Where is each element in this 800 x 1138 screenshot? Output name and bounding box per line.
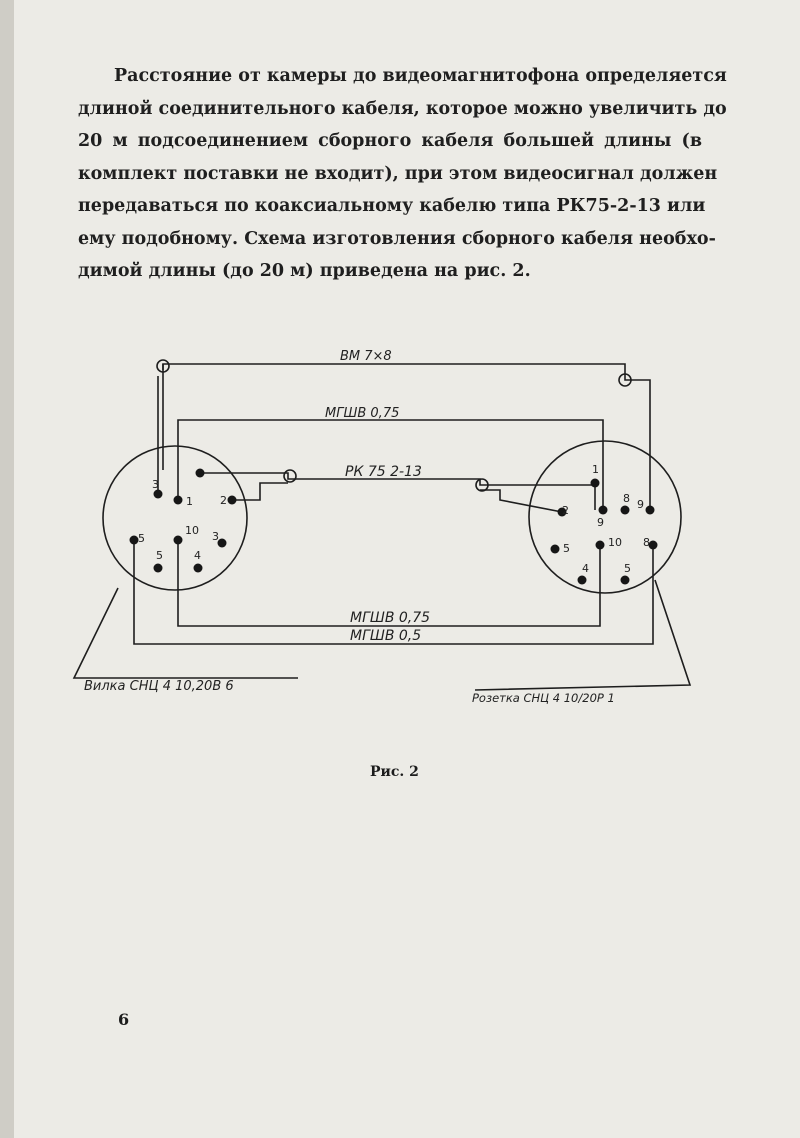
paragraph-line: Расстояние от камеры до видеомагнитофона определяется	[114, 66, 727, 86]
left-pin-dot	[194, 564, 203, 573]
left-pin-dot	[174, 496, 183, 505]
right-pin-label: 4	[582, 562, 589, 575]
page-binding-edge	[0, 0, 14, 1138]
right-pin-label: 9	[637, 498, 644, 511]
right-pin-dot	[646, 506, 655, 515]
coax-symbol-left	[284, 470, 296, 482]
right-label-leader	[475, 580, 690, 690]
right-connector-outline	[529, 441, 681, 593]
paragraph-line: ему подобному. Схема изготовления сборного кабеля необхо-	[78, 228, 716, 249]
left-pin-label: 3	[212, 530, 219, 543]
wire-top-shield	[163, 364, 650, 510]
left-connector-label: Вилка СНЦ 4 10,20В 6	[84, 679, 234, 694]
left-pin-label: 3	[152, 478, 159, 491]
left-pin-dot	[174, 536, 183, 545]
right-connector-label: Розетка СНЦ 4 10/20Р 1	[472, 691, 615, 705]
cable-label-mgshv-05: МГШВ 0,5	[350, 628, 422, 644]
right-pin-label: 5	[624, 562, 631, 575]
right-pin-label: 10	[608, 536, 622, 549]
wire-coax-shield	[232, 483, 288, 500]
right-pin-dot	[596, 541, 605, 550]
paragraph-line: длиной соединительного кабеля, которое можно увеличить до	[78, 98, 727, 119]
cable-label-mgshv-bottom: МГШВ 0,75	[350, 610, 431, 626]
left-pin-dot	[154, 564, 163, 573]
cable-label-top: ВМ 7×8	[340, 349, 392, 364]
cable-label-coax: РК 75 2-13	[345, 464, 422, 480]
right-pin-label: 1	[592, 463, 599, 476]
wiring-diagram-svg	[60, 340, 710, 720]
right-pin-label: 2	[562, 504, 569, 517]
left-connector-outline	[103, 446, 247, 590]
right-pin-label: 9	[597, 516, 604, 529]
right-pin-label: 5	[563, 542, 570, 555]
left-pin-label: 5	[138, 532, 145, 545]
right-pin-dot	[621, 506, 630, 515]
cable-label-mgshv-top: МГШВ 0,75	[325, 406, 400, 421]
left-pin-dot	[196, 469, 205, 478]
right-pin-dot	[621, 576, 630, 585]
paragraph-line: димой длины (до 20 м) приведена на рис. 2.	[78, 261, 531, 281]
page-number: 6	[118, 1010, 130, 1029]
right-pin-label: 8	[623, 492, 630, 505]
left-label-leader	[74, 588, 298, 678]
left-pin-label: 5	[156, 549, 163, 562]
figure-caption: Рис. 2	[370, 764, 419, 780]
left-pin-label: 10	[185, 524, 199, 537]
right-pin-dot	[599, 506, 608, 515]
right-pin-label: 8	[643, 536, 650, 549]
right-pin-dot	[578, 576, 587, 585]
body-paragraph	[78, 60, 727, 288]
paragraph-line: передаваться по коаксиальному кабелю типа РК75-2-13 или	[78, 196, 706, 216]
right-pin-dot	[551, 545, 560, 554]
left-pin-label: 1	[186, 495, 193, 508]
right-pin-dot	[591, 479, 600, 488]
paragraph-line: комплект поставки не входит), при этом видеосигнал должен	[78, 163, 718, 184]
left-pin-label: 4	[194, 549, 201, 562]
cable-wiring-diagram	[60, 340, 710, 720]
paragraph-line: 20 м подсоединением сборного кабеля большей длины (в	[78, 131, 702, 151]
left-pin-label: 2	[220, 494, 227, 507]
left-pin-dot	[228, 496, 237, 505]
wire-coax-shield-right	[480, 490, 562, 512]
